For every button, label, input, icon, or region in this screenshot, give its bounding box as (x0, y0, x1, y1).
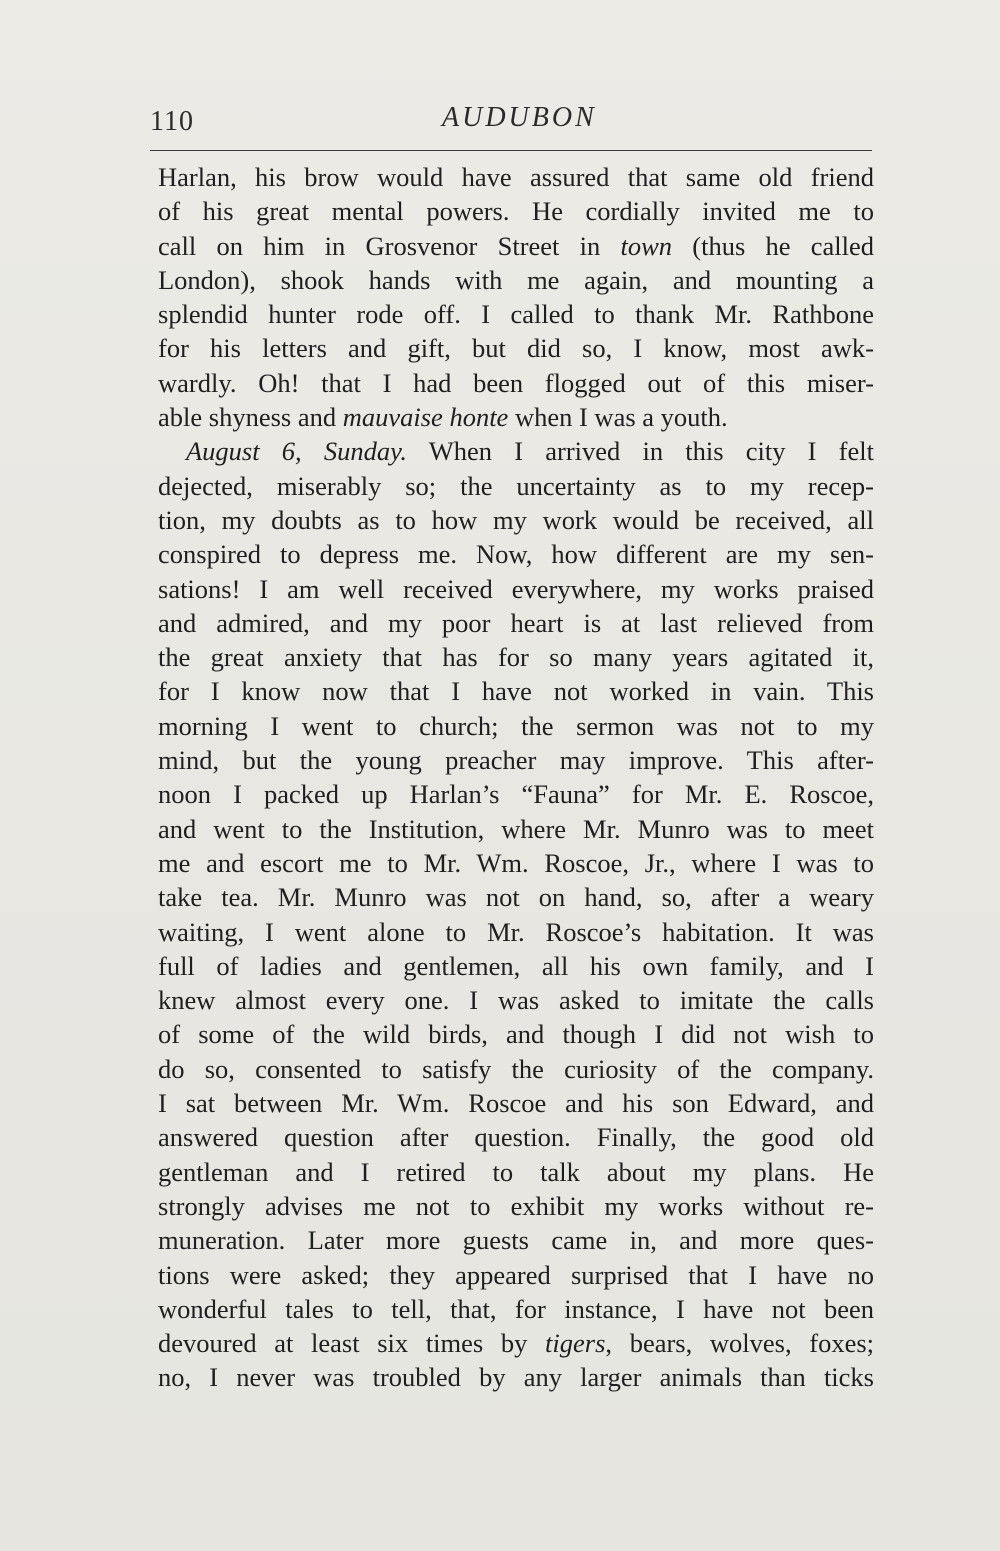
italic-text: tigers (545, 1328, 606, 1359)
text-line (158, 1120, 874, 1154)
text-segment: tions were asked; they appeared surprised that I have no (158, 1259, 874, 1290)
text-segment: gentleman and I retired to talk about my plans. He (158, 1156, 874, 1187)
text-line (158, 1292, 874, 1326)
text-segment: full of ladies and gentlemen, all his own family, and I (158, 950, 874, 981)
text-segment: able shyness and (158, 402, 343, 433)
text-segment: , bears, wolves, foxes; (605, 1328, 874, 1359)
text-segment: call on him in Grosvenor Street in (158, 230, 621, 261)
text-segment: the great anxiety that has for so many years agitated it, (158, 642, 874, 673)
header-rule (150, 150, 872, 151)
text-segment: take tea. Mr. Munro was not on hand, so, after a weary (158, 882, 874, 913)
text-line (158, 1155, 874, 1189)
text-line (158, 572, 874, 606)
text-line (158, 743, 874, 777)
text-segment: devoured at least six times by (158, 1328, 546, 1359)
text-segment: Harlan, his brow would have assured that same old friend (158, 162, 874, 192)
text-line (158, 229, 874, 263)
text-segment: do so, consented to satisfy the curiosity of the company. (158, 1053, 874, 1084)
text-segment: London), shook hands with me again, and mounting a (158, 264, 874, 295)
text-segment: of his great mental powers. He cordially invited me to (158, 196, 874, 227)
text-line (158, 812, 874, 846)
text-line (158, 949, 874, 983)
text-segment: (thus he called (672, 230, 874, 261)
text-line (158, 263, 874, 297)
text-segment: wonderful tales to tell, that, for instance, I have not been (158, 1293, 874, 1324)
text-segment: wardly. Oh! that I had been flogged out of this miser- (158, 367, 874, 398)
text-segment: strongly advises me not to exhibit my works without re- (158, 1190, 874, 1221)
text-segment: knew almost every one. I was asked to imitate the calls (158, 985, 874, 1016)
text-line (158, 434, 874, 468)
text-line (158, 640, 874, 674)
text-segment: waiting, I went alone to Mr. Roscoe’s habitation. It was (158, 916, 874, 947)
italic-text: mauvaise honte (342, 402, 509, 433)
text-line (158, 915, 874, 949)
text-line (158, 880, 874, 914)
text-line (158, 331, 874, 365)
text-segment: When I arrived in this city I felt (407, 436, 874, 467)
text-segment: for his letters and gift, but did so, I know, most awk- (158, 333, 874, 364)
text-line (158, 1223, 874, 1257)
text-segment: morning I went to church; the sermon was not to my (158, 710, 874, 741)
text-line (158, 709, 874, 743)
text-line (158, 400, 874, 434)
text-segment: when I was a youth. (508, 402, 728, 433)
text-line (158, 366, 874, 400)
body-text (158, 160, 874, 1395)
text-line (158, 1360, 874, 1394)
text-line (158, 846, 874, 880)
text-segment: mind, but the young preacher may improve. This after- (158, 745, 874, 776)
text-segment: I sat between Mr. Wm. Roscoe and his son Edward, and (158, 1088, 874, 1119)
text-segment: answered question after question. Finally, the good old (158, 1122, 874, 1153)
text-line (158, 297, 874, 331)
text-segment: conspired to depress me. Now, how different are my sen- (158, 539, 874, 570)
page-number: 110 (150, 106, 194, 137)
text-line (158, 194, 874, 228)
text-line (158, 503, 874, 537)
text-segment: dejected, miserably so; the uncertainty as to my recep- (158, 470, 874, 501)
text-line (158, 777, 874, 811)
text-line (158, 606, 874, 640)
text-line (158, 674, 874, 708)
text-segment: for I know now that I have not worked in vain. This (158, 676, 874, 707)
italic-text: town (620, 230, 673, 261)
text-segment: sations! I am well received everywhere, my works praised (158, 573, 874, 604)
text-line (158, 1052, 874, 1086)
text-segment: no, I never was troubled by any larger animals than ticks (158, 1362, 874, 1393)
text-line (158, 983, 874, 1017)
text-segment: splendid hunter rode off. I called to thank Mr. Rathbone (158, 299, 874, 330)
text-line (158, 537, 874, 571)
text-line (158, 469, 874, 503)
text-line (158, 160, 874, 194)
page-header (150, 98, 872, 138)
text-segment: of some of the wild birds, and though I did not wish to (158, 1019, 874, 1050)
italic-text: August 6, Sunday. (186, 436, 408, 467)
text-line (158, 1326, 874, 1360)
text-line (158, 1189, 874, 1223)
running-head: AUDUBON (442, 102, 597, 133)
text-segment: muneration. Later more guests came in, and more ques- (158, 1225, 874, 1256)
text-segment: me and escort me to Mr. Wm. Roscoe, Jr., where I was to (158, 847, 874, 878)
text-line (158, 1017, 874, 1051)
text-segment: tion, my doubts as to how my work would be received, all (158, 504, 874, 535)
text-segment: noon I packed up Harlan’s “Fauna” for Mr. E. Roscoe, (158, 779, 874, 810)
text-segment: and went to the Institution, where Mr. Munro was to meet (158, 813, 874, 844)
text-segment: and admired, and my poor heart is at last relieved from (158, 607, 874, 638)
text-line (158, 1258, 874, 1292)
text-line (158, 1086, 874, 1120)
